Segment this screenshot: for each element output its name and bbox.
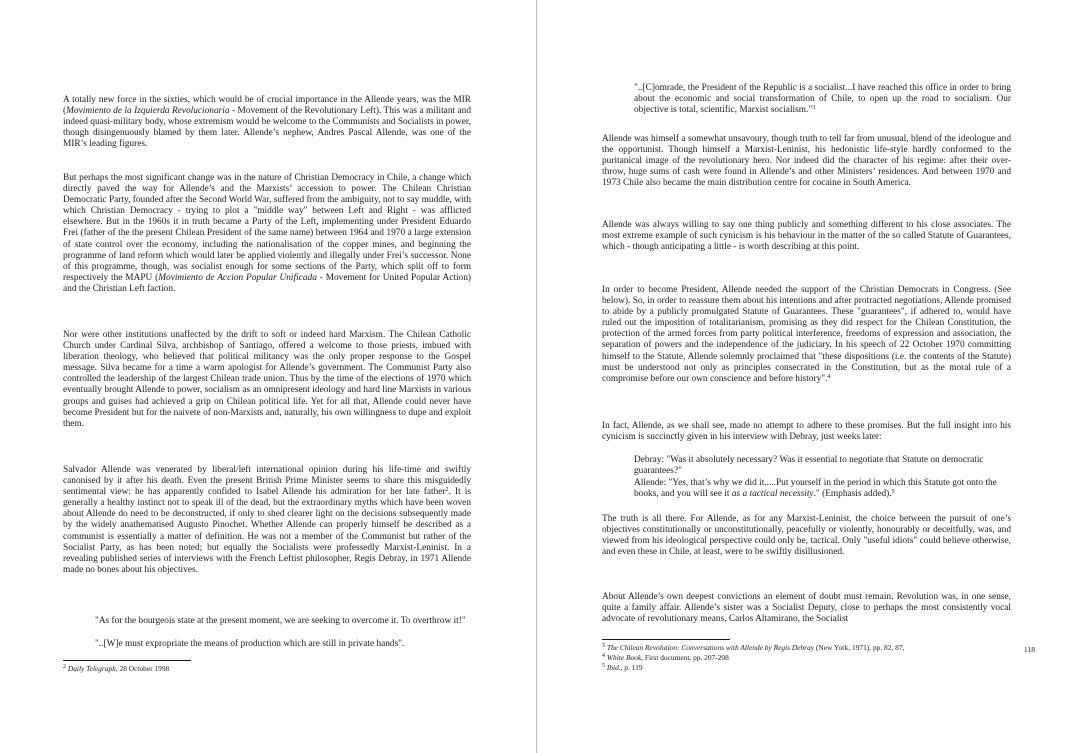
debray-question: Debray: "Was it absolutely necessary? Was it essential to negotiate that Statute on democratic guarantees?" <box>634 455 984 477</box>
left-paragraph-3: Nor were other institutions unaffected by the drift to soft or indeed hard Marxism. The Chilean Catholic Church under Cardinal Silva, archbishop of Santiago, offered a welcome to those priests, imbued with liberation theology, who believed that political militancy was the only proper response to the Gospel message. Silva became for a time a warm apologist for Allende’s government. The Communist Party also controlled the leadership of the largest Chilean trade union. Thus by the time of the elections of 1970 which eventually brought Allende to power, socialism as an omnipresent ideology and hard line Marxists in various groups and guises had achieved a grip on Chilean political life. Yet for all that, Allende could never have become President but for the naivete of non-Marxists and, naturally, his own willingness to dupe and exploit them. <box>63 330 471 429</box>
right-paragraph-4: In fact, Allende, as we shall see, made no attempt to adhere to these promises. But the full insight into his cynicism is succinctly given in his interview with Debray, just weeks later: <box>602 421 1011 443</box>
footnote-5: $^5$ Ibid., p. 119 <box>602 663 643 672</box>
right-paragraph-3: In order to become President, Allende needed the support of the Christian Democrats in Congress. (See below). So, in order to reassure them about his intentions and after protracted negotiations, Allende promised to abide by a publicly promulgated Statute of Guarantees. These "guarantees", if adhered to, would have ruled out the imposition of totalitarianism, promising as they did respect for the Chilean Constitution, the protection of the armed forces from party political interference, freedoms of expression and association, the separation of powers and the independence of the judiciary. In his speech of 22 October 1970 committing himself to the Statute, Allende solemnly proclaimed that "these dispositions (i.e. the contents of the Statute) must be understood not only as principles consecrated in the Constitution, but as the moral rule of a compromise before our own conscience and before history".$^4$ <box>602 285 1011 384</box>
right-paragraph-5: The truth is all there. For Allende, as for any Marxist-Leninist, the choice between the pursuit of one’s objectives constitutionally or unconstitutionally, peacefully or violently, honourably or deceitfully, was, and viewed from his ideological perspective could only be, tactical. Only "useful idiots" could believe otherwise, and even these in Chile, at least, were to be swiftly disillusioned. <box>602 514 1011 558</box>
footnote-2: $^2$ Daily Telegraph, 28 October 1998 <box>63 664 170 673</box>
left-page <box>63 0 471 753</box>
left-quote-1: "As for the bourgeois state at the present moment, we are seeking to overcome it. To overthrow it!" <box>95 616 466 626</box>
right-paragraph-1: Allende was himself a somewhat unsavoury, though truth to tell far from unusual, blend of the ideologue and the opportunist. Though himself a Marxist-Leninist, his hedonistic life-style hardly conformed to the puritanical image of the revolutionary hero. Nor indeed did the character of his regime: after their over-throw, huge sums of cash were found in Allende’s and other Ministers’ residences. And between 1970 and 1973 Chile also became the main distribution centre for cocaine in South America. <box>602 134 1011 189</box>
right-opening-quote: "..[C]omrade, the President of the Republic is a socialist...I have reached this office in order to bring about the economic and social transformation of Chile, to open up the road to socialism. Our objective is total, scientific, Marxist socialism."$^3$ <box>634 83 1011 116</box>
right-paragraph-6: About Allende’s own deepest convictions an element of doubt must remain. Revolution was, in one sense, quite a family affair. Allende’s sister was a Socialist Deputy, close to perhaps the most consistently vocal advocate of revolutionary means, Carlos Altamirano, the Socialist <box>602 592 1011 625</box>
footnote-3: $^3$ The Chilean Revolution: Conversations with Allende by Regis Debray (New York, 1971), pp. 82, 87, <box>602 643 905 652</box>
left-paragraph-1: A totally new force in the sixties, which would be of crucial importance in the Allende years, was the MIR (Movimiento de la Izquierda Revolucionaria - Movement of the Revolutionary Left). This was a militant and indeed quasi-military body, whose extremism would be welcome to the Communists and Socialists in power, though disingenuously blamed by them later. Allende’s nephew, Andres Pascal Allende, was one of the MIR’s leading figures. <box>63 95 471 150</box>
page-number: 118 <box>1023 645 1035 654</box>
left-paragraph-2: But perhaps the most significant change was in the nature of Christian Democracy in Chile, a change which directly paved the way for Allende’s and the Marxists’ accession to power. The Chilean Christian Democratic Party, founded after the Second World War, suffered from the ambiguity, not to say muddle, with which Christian Democracy - trying to plot a "middle way" between Left and Right - was afflicted elsewhere. But in the 1960s it in truth became a Party of the Left, implementing under President Eduardo Frei (father of the the present Chilean President of the same name) between 1964 and 1970 a large extension of state control over the economy, including the nationalisation of the copper mines, and beginning the programme of land reform which would later be applied violently and illegally under Frei’s successor. None of this programme, though, was socialist enough for some sections of the Party, which split off to form respectively the MAPU (Movimiento de Accion Popular Unificada - Movement for United Popular Action) and the Christian Left faction. <box>63 173 472 294</box>
page-gutter <box>536 0 537 753</box>
footnote-rule <box>602 639 730 640</box>
left-quote-2: "..[W]e must expropriate the means of production which are still in private hands". <box>95 639 405 649</box>
footnote-rule <box>63 660 191 661</box>
right-paragraph-2: Allende was always willing to say one thing publicly and something different to his close associates. The most extreme example of such cynicism is his behaviour in the matter of the so called Statute of Guarantees, which - though anticipating a little - is worth describing at this point. <box>602 220 1011 253</box>
right-page <box>602 0 1035 753</box>
left-paragraph-4: Salvador Allende was venerated by liberal/left international opinion during his life-time and swiftly canonised by it after his death. Even the present British Prime Minister seems to share this misguidedly sentimental view: he has apparently confided to Isabel Allende his admiration for her late father$^2$. It is generally a healthy instinct not to speak ill of the dead, but the extraordinary myths which have been woven about Allende do need to be deconstructed, if only to shed clearer light on the decisions subsequently made by the widely anathematised Augusto Pinochet. Whether Allende can properly himself be described as a communist is essentially a matter of definition. He was not a member of the Communist but rather of the Socialist Party, as has been noted; but equally the Socialists were professedly Marxist-Leninist. In a revealing published series of interviews with the French Leftist philosopher, Regis Debray, in 1971 Allende made no bones about his objectives. <box>63 465 471 575</box>
footnote-4: $^4$ White Book, First document, pp. 207-208 <box>602 653 729 662</box>
allende-answer: Allende: "Yes, that’s why we did it.....Put yourself in the period in which this Statute got onto the books, and you will see it as a tactical necessity." (Emphasis added).$^5$ <box>634 478 997 500</box>
